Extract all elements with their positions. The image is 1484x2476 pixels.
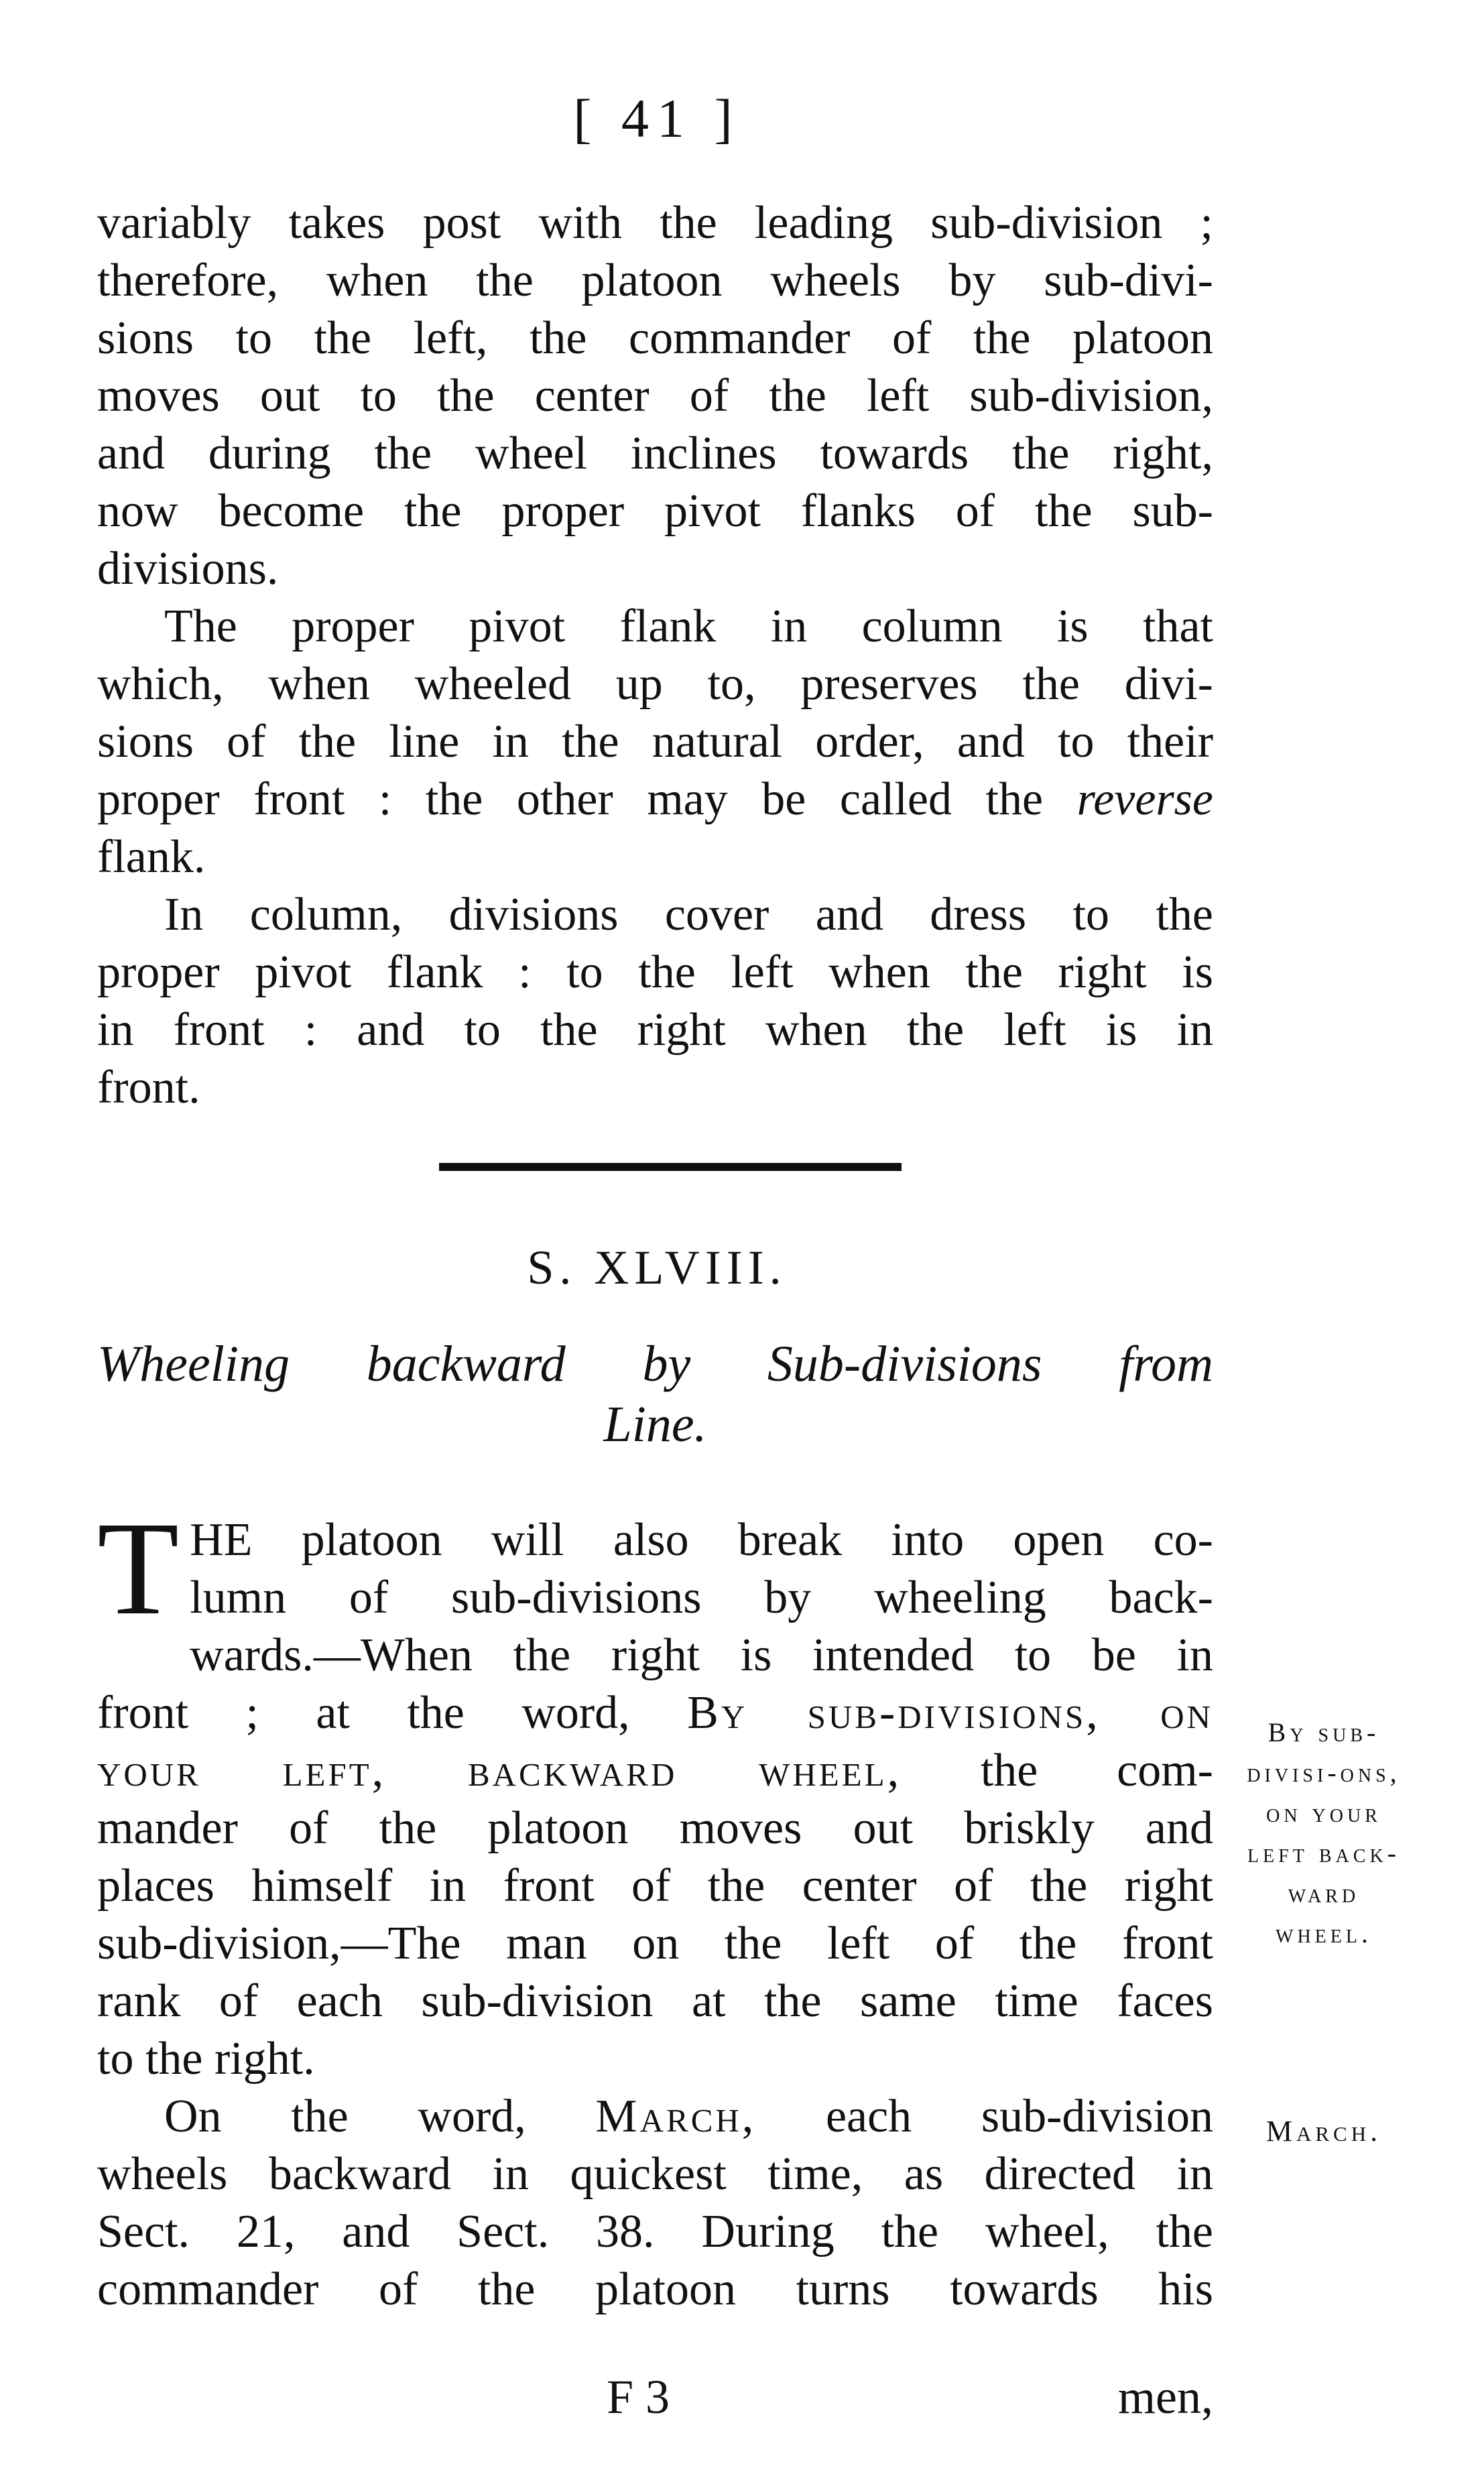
text-line: in front : and to the right when the left is in: [97, 1004, 1213, 1056]
text-line: The proper pivot flank in column is that: [164, 601, 1213, 652]
section-heading: S. XLVIII.: [527, 1241, 787, 1294]
margin-note: By sub-divisi-ons, on your left back-ward wheel.: [1247, 1717, 1401, 1948]
text-line: [97, 1684, 1213, 1742]
text-line: which, when wheeled up to, preserves the divi-: [97, 658, 1213, 710]
text-line: and during the wheel inclines towards the right,: [97, 428, 1213, 479]
subtitle-line: Line.: [603, 1396, 707, 1452]
text-line: therefore, when the platoon wheels by sub-divi-: [97, 255, 1213, 306]
text-line: flank.: [97, 831, 206, 883]
subtitle-line: Wheeling backward by Sub-divisions from: [97, 1336, 1213, 1392]
command-phrase: your left, backward wheel,: [97, 1745, 902, 1796]
command-phrase: March,: [595, 2091, 757, 2142]
text-line: sions of the line in the natural order, and to their: [97, 716, 1213, 767]
text-line: to the right.: [97, 2033, 315, 2085]
text-line: wards.—When the right is intended to be in: [190, 1629, 1213, 1681]
text-line: lumn of sub-divisions by wheeling back-: [190, 1572, 1213, 1623]
text-line: now become the proper pivot flanks of the sub-: [97, 485, 1213, 537]
text-line: sub-division,—The man on the left of the front: [97, 1918, 1213, 1969]
text-line: [97, 2088, 1213, 2146]
text-line: rank of each sub-division at the same time faces: [97, 1975, 1213, 2027]
text-fragment: front ; at the word,: [97, 1687, 688, 1739]
paragraph-continuation: [97, 194, 1213, 1117]
text-line: mander of the platoon moves out briskly and: [97, 1802, 1213, 1854]
catchword: men,: [1118, 2370, 1213, 2424]
text-line: divisions.: [97, 543, 279, 595]
text-fragment: each sub-division: [756, 2091, 1213, 2142]
command-phrase: By sub-divisions, on: [687, 1687, 1213, 1739]
text-line: moves out to the center of the left sub-division,: [97, 370, 1213, 422]
text-line: places himself in front of the center of the right: [97, 1860, 1213, 1912]
text-fragment: the com-: [902, 1745, 1213, 1796]
text-line: front.: [97, 1062, 200, 1113]
text-fragment: On the word,: [164, 2091, 596, 2142]
text-line: proper pivot flank : to the left when the right is: [97, 946, 1213, 998]
emphasis-reverse: reverse: [1076, 773, 1213, 825]
signature-mark: F 3: [607, 2370, 670, 2424]
section-body: [97, 1495, 1213, 2318]
section-divider-rule: [439, 1163, 902, 1171]
text-line: variably takes post with the leading sub-division ;: [97, 197, 1213, 249]
text-line: [97, 1742, 1213, 1800]
text-line: [97, 771, 1213, 828]
text-line: commander of the platoon turns towards his: [97, 2264, 1213, 2315]
drop-cap: T: [97, 1495, 180, 1643]
section-subtitle: [97, 1334, 1213, 1454]
text-line: In column, divisions cover and dress to the: [164, 889, 1213, 940]
text-line: sions to the left, the commander of the platoon: [97, 312, 1213, 364]
margin-note: March.: [1265, 2115, 1382, 2148]
text-fragment: proper front : the other may be called the: [97, 773, 1077, 825]
text-line: HE platoon will also break into open co-: [190, 1514, 1213, 1566]
text-line: Sect. 21, and Sect. 38. During the wheel, the: [97, 2206, 1213, 2257]
text-line: wheels backward in quickest time, as directed in: [97, 2148, 1213, 2200]
page-number: [ 41 ]: [573, 88, 741, 149]
